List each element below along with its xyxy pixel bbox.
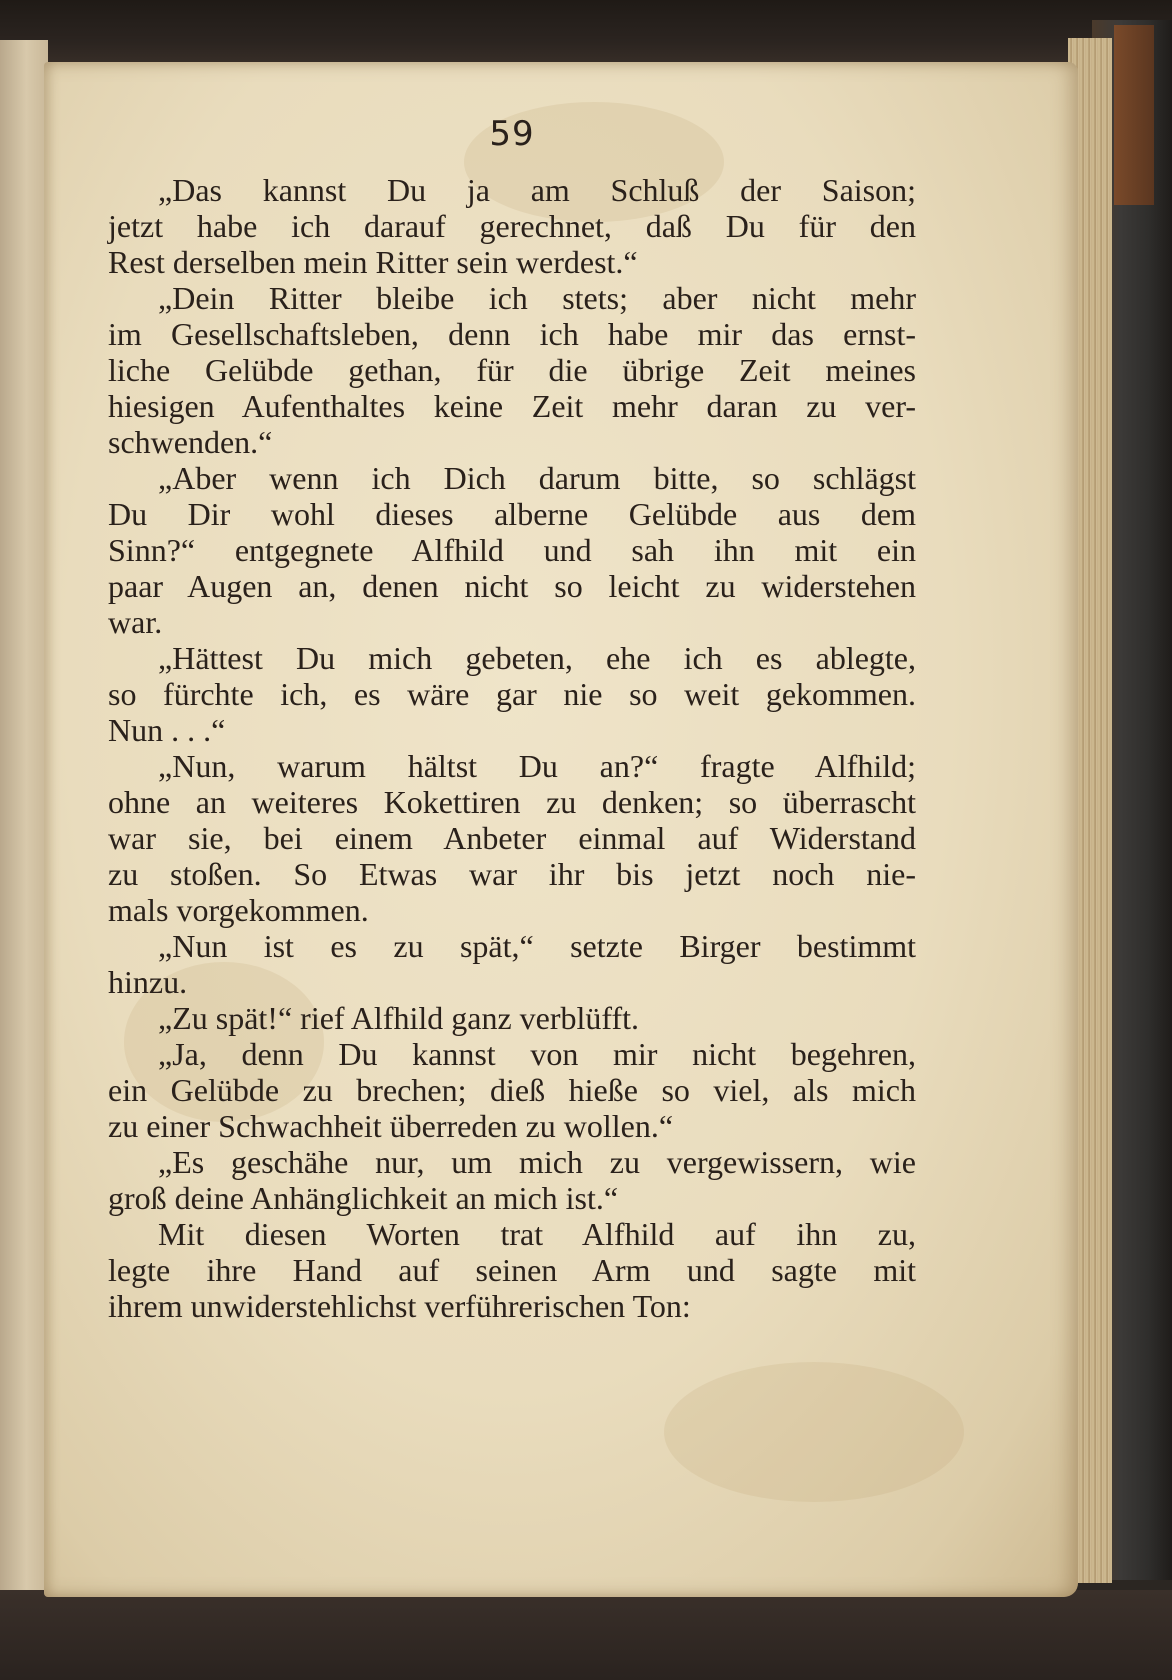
text-line: ihrem unwiderstehlichst verführerischen Ton: <box>108 1288 691 1324</box>
text-line: „Nun, warum hältst Du an?“ fragte Alfhild; <box>158 748 916 784</box>
text-line: „Dein Ritter bleibe ich stets; aber nicht mehr <box>158 280 916 316</box>
text-line: „Aber wenn ich Dich darum bitte, so schlägst <box>158 460 916 496</box>
text-line: mals vorgekommen. <box>108 892 369 928</box>
text-line: war. <box>108 604 163 640</box>
text-line: „Es geschähe nur, um mich zu vergewissern, wie <box>158 1144 916 1180</box>
text-line: paar Augen an, denen nicht so leicht zu widerstehen <box>108 568 916 604</box>
page-number: 59 <box>489 114 535 154</box>
top-shadow <box>0 0 1172 70</box>
leather-corner <box>1114 25 1154 205</box>
text-line: Rest derselben mein Ritter sein werdest.“ <box>108 244 638 280</box>
text-line: Nun . . .“ <box>108 712 226 748</box>
paper-stain <box>664 1362 964 1502</box>
text-line: legte ihre Hand auf seinen Arm und sagte mit <box>108 1252 916 1288</box>
text-line: jetzt habe ich darauf gerechnet, daß Du für den <box>108 208 916 244</box>
text-line: schwenden.“ <box>108 424 273 460</box>
text-line: „Zu spät!“ rief Alfhild ganz verblüfft. <box>158 1000 640 1036</box>
bottom-shadow <box>0 1590 1172 1680</box>
text-line: im Gesellschaftsleben, denn ich habe mir das ernst- <box>108 316 916 352</box>
text-line: hiesigen Aufenthaltes keine Zeit mehr daran zu ver- <box>108 388 916 424</box>
text-line: „Das kannst Du ja am Schluß der Saison; <box>158 172 916 208</box>
facing-page-edge <box>0 40 48 1680</box>
text-line: hinzu. <box>108 964 188 1000</box>
text-line: „Hättest Du mich gebeten, ehe ich es ablegte, <box>158 640 916 676</box>
page-text <box>108 110 916 1324</box>
text-line: zu stoßen. So Etwas war ihr bis jetzt noch nie- <box>108 856 916 892</box>
text-lines <box>108 172 916 1324</box>
text-line: „Ja, denn Du kannst von mir nicht begehren, <box>158 1036 916 1072</box>
text-line: ohne an weiteres Kokettiren zu denken; so überrascht <box>108 784 916 820</box>
text-line: war sie, bei einem Anbeter einmal auf Widerstand <box>108 820 916 856</box>
text-line: groß deine Anhänglichkeit an mich ist.“ <box>108 1180 619 1216</box>
text-line: „Nun ist es zu spät,“ setzte Birger bestimmt <box>158 928 916 964</box>
text-line: Mit diesen Worten trat Alfhild auf ihn zu, <box>158 1216 916 1252</box>
text-line: Sinn?“ entgegnete Alfhild und sah ihn mit ein <box>108 532 916 568</box>
text-line: Du Dir wohl dieses alberne Gelübde aus dem <box>108 496 916 532</box>
text-line: so fürchte ich, es wäre gar nie so weit gekommen. <box>108 676 916 712</box>
text-line: ein Gelübde zu brechen; dieß hieße so viel, als mich <box>108 1072 916 1108</box>
text-line: liche Gelübde gethan, für die übrige Zeit meines <box>108 352 916 388</box>
text-line: zu einer Schwachheit überreden zu wollen.“ <box>108 1108 674 1144</box>
